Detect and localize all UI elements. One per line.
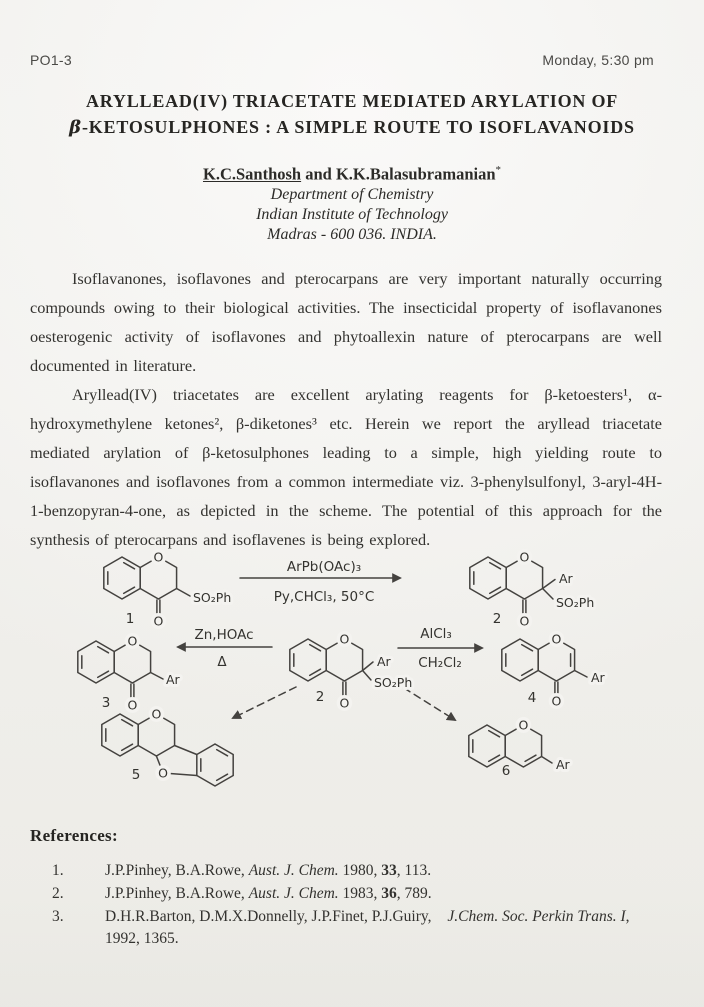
c2c-sulfonyl-group: SO₂Ph bbox=[374, 675, 413, 690]
author-1: K.C.Santhosh bbox=[202, 164, 302, 184]
journal-name: Aust. J. Chem. bbox=[248, 862, 339, 879]
poster-code: PO1-3 bbox=[30, 52, 72, 68]
author-2: K.K.Balasubramanian bbox=[335, 164, 496, 184]
title-line-1: ARYLLEAD(IV) TRIACETATE MEDIATED ARYLATION OF bbox=[85, 91, 619, 111]
c3-aryl-group: Ar bbox=[166, 672, 180, 687]
page-header bbox=[30, 52, 654, 68]
c1-sulfonyl-group: SO₂Ph bbox=[193, 590, 232, 605]
references-section bbox=[30, 826, 670, 951]
volume-number: 36 bbox=[381, 885, 397, 902]
session-time: Monday, 5:30 pm bbox=[542, 52, 654, 68]
reference-item: 1. J.P.Pinhey, B.A.Rowe, Aust. J. Chem. 1980, 33, 113. bbox=[52, 860, 670, 882]
step3-reagent-below: CH₂Cl₂ bbox=[418, 655, 462, 671]
c3-ketone-oxygen: O bbox=[127, 697, 138, 713]
c2c-aryl-group: Ar bbox=[377, 654, 391, 669]
step2-reagent-above: Zn,HOAc bbox=[194, 627, 254, 643]
reaction-scheme bbox=[0, 520, 704, 820]
volume-number: 33 bbox=[381, 862, 397, 879]
authors-line: K.C.Santhosh and K.K.Balasubramanian* bbox=[202, 164, 502, 184]
step3-reagent-above: AlCl₃ bbox=[420, 626, 452, 642]
c4-aryl-group: Ar bbox=[591, 670, 605, 685]
compound-3-label: 3 bbox=[101, 695, 111, 711]
reference-number: 3. bbox=[52, 908, 64, 925]
compound-2-label: 2 bbox=[492, 611, 502, 627]
corresponding-author-marker: * bbox=[495, 164, 502, 176]
author-block bbox=[0, 160, 704, 245]
c2c-ring-oxygen: O bbox=[339, 631, 350, 647]
compound-2-centre-label: 2 bbox=[315, 689, 325, 705]
title-line-2: β-KETOSULPHONES : A SIMPLE ROUTE TO ISOFLAVANOIDS bbox=[69, 117, 635, 138]
beta-symbol: β bbox=[69, 117, 82, 138]
c6-ring-oxygen: O bbox=[518, 717, 529, 733]
c5-furan-oxygen: O bbox=[158, 765, 168, 781]
reference-number: 1. bbox=[52, 862, 64, 879]
compound-4-label: 4 bbox=[527, 690, 537, 706]
abstract-body bbox=[30, 264, 662, 554]
affiliation-dept: Department of Chemistry bbox=[270, 185, 434, 203]
c3-ring-oxygen: O bbox=[127, 633, 138, 649]
compound-6-label: 6 bbox=[501, 763, 511, 779]
c2-sulfonyl-group: SO₂Ph bbox=[556, 595, 595, 610]
c2-aryl-group: Ar bbox=[559, 571, 573, 586]
references-list bbox=[30, 860, 670, 950]
compound-1-label: 1 bbox=[125, 611, 135, 627]
c6-aryl-group: Ar bbox=[556, 757, 570, 772]
paper-title bbox=[0, 88, 704, 141]
c1-ketone-oxygen: O bbox=[153, 613, 164, 629]
c1-ring-oxygen: O bbox=[153, 549, 164, 565]
affiliation-city: Madras - 600 036. INDIA. bbox=[267, 225, 437, 243]
reference-number: 2. bbox=[52, 885, 64, 902]
step2-reagent-below: Δ bbox=[217, 654, 227, 670]
step1-reagent-above: ArPb(OAc)₃ bbox=[286, 559, 362, 575]
c4-ring-oxygen: O bbox=[551, 631, 562, 647]
compound-5-label: 5 bbox=[131, 767, 141, 783]
c2c-ketone-oxygen: O bbox=[339, 695, 350, 711]
step1-reagent-below: Py,CHCl₃, 50°C bbox=[273, 589, 375, 605]
journal-name: Aust. J. Chem. bbox=[248, 885, 339, 902]
c4-ketone-oxygen: O bbox=[551, 693, 562, 709]
abstract-paragraph-2: Aryllead(IV) triacetates are excellent arylating reagents for β-ketoesters¹, α-hydroxymethylene ketones², β-diketones³ etc. Herein we report the aryllead triacetate mediated arylation of β-ketosulphones leading to a simple, high yielding route to isoflavanones and isoflavones from a common intermediate viz. 3-phenylsulfonyl, 3-aryl-4H-1-benzopyran-4-one, as depicted in the scheme. The potential of this approach for the synthesis of pterocarpans and isoflavenes is being explored. bbox=[30, 385, 662, 549]
c2-ketone-oxygen: O bbox=[519, 613, 530, 629]
c5-pyran-oxygen: O bbox=[151, 706, 162, 722]
reference-item: 3. D.H.R.Barton, D.M.X.Donnelly, J.P.Finet, P.J.Guiry, J.Chem. Soc. Perkin Trans. I, 1992, 1365. bbox=[52, 906, 670, 950]
abstract-paragraph-1: Isoflavanones, isoflavones and pterocarpans are very important naturally occurring compounds owing to their biological activities. The insecticidal property of isoflavanones oesterogenic activity of isoflavones and phytoallexin nature of pterocarpans are well documented in literature. bbox=[30, 269, 662, 375]
reference-item: 2. J.P.Pinhey, B.A.Rowe, Aust. J. Chem. 1983, 36, 789. bbox=[52, 883, 670, 905]
affiliation-institute: Indian Institute of Technology bbox=[256, 205, 448, 223]
references-heading: References: bbox=[30, 826, 118, 845]
c2-ring-oxygen: O bbox=[519, 549, 530, 565]
journal-name: J.Chem. Soc. Perkin Trans. I bbox=[447, 908, 626, 925]
